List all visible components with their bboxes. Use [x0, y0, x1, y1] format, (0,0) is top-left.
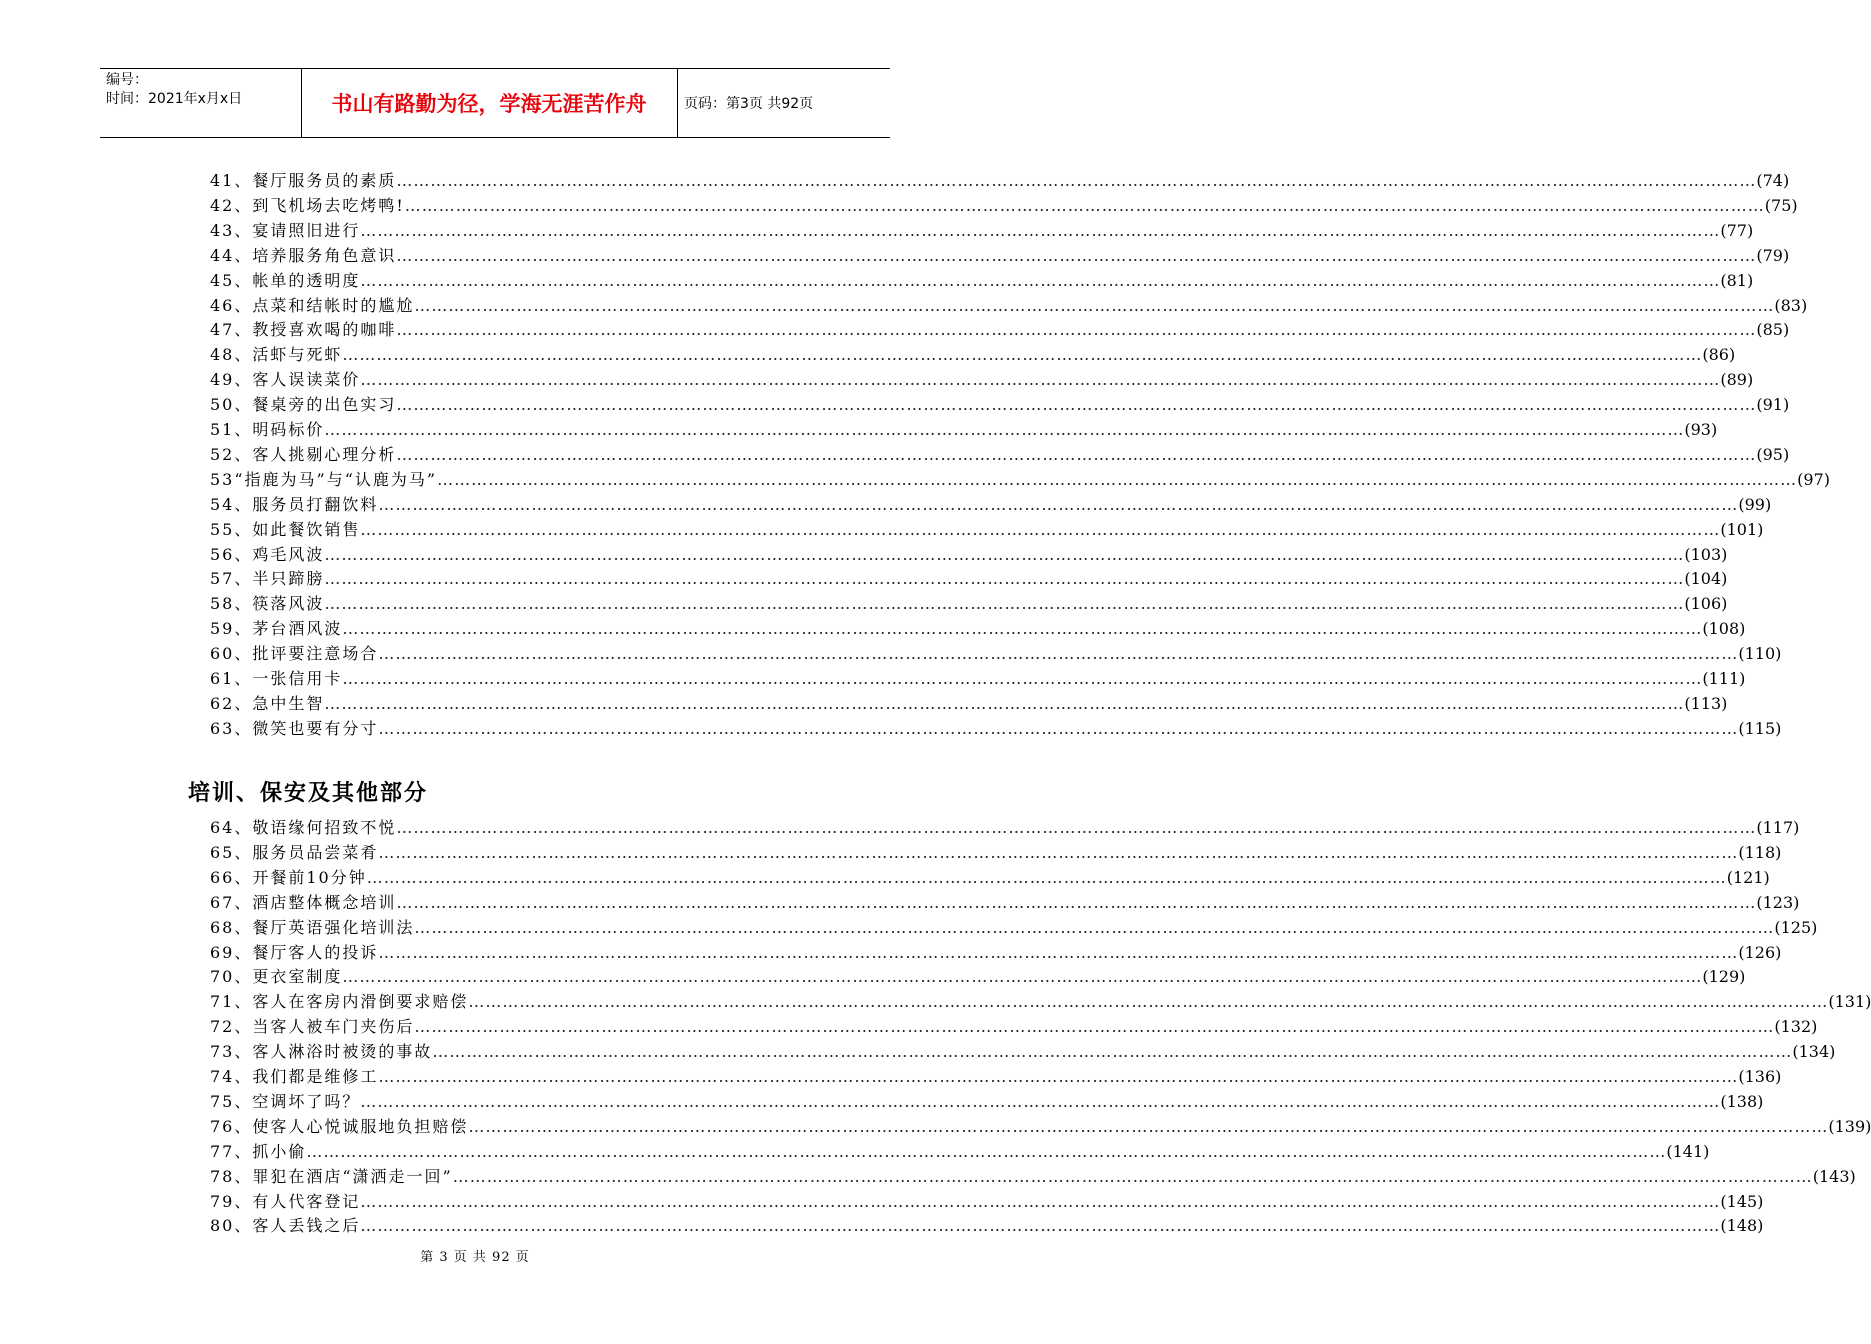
toc-dot-leader: ……………………………………………………………………………………………………………………………………………………………………………………………………………………	[396, 320, 1757, 340]
toc-dot-leader: ……………………………………………………………………………………………………………………………………………………………………………………………………………………	[396, 892, 1757, 912]
toc-entry-page: (141)	[1666, 1141, 1710, 1161]
header-divider-right	[677, 69, 678, 137]
toc-dot-leader: ……………………………………………………………………………………………………………………………………………………………………………………………………………………	[360, 1191, 1721, 1211]
toc-entry	[210, 542, 1728, 567]
toc-entry	[210, 417, 1718, 442]
header-page-info: 页码：第3页 共92页	[684, 96, 814, 112]
toc-dot-leader: ……………………………………………………………………………………………………………………………………………………………………………………………………………………	[396, 395, 1757, 415]
toc-entry	[210, 168, 1790, 193]
toc-entry	[210, 293, 1808, 318]
toc-entry-page: (75)	[1764, 195, 1798, 215]
toc-entry-page: (93)	[1684, 420, 1718, 439]
toc-entry-title: 78、罪犯在酒店“潇洒走一回”	[210, 1166, 453, 1186]
toc-entry	[210, 1014, 1818, 1039]
toc-entry-page: (111)	[1702, 669, 1746, 688]
toc-entry	[210, 566, 1728, 591]
toc-entry-title: 67、酒店整体概念培训	[210, 892, 397, 912]
toc-entry	[210, 940, 1782, 965]
toc-dot-leader: ……………………………………………………………………………………………………………………………………………………………………………………………………………………	[360, 519, 1721, 539]
toc-entry-page: (101)	[1720, 519, 1764, 539]
toc-entry	[210, 691, 1728, 716]
toc-entry-page: (91)	[1756, 395, 1790, 415]
toc-entry-page: (106)	[1684, 594, 1728, 614]
toc-dot-leader: ……………………………………………………………………………………………………………………………………………………………………………………………………………………	[468, 992, 1829, 1012]
toc-entry	[210, 467, 1830, 492]
toc-dot-leader: ……………………………………………………………………………………………………………………………………………………………………………………………………………………	[378, 718, 1739, 738]
toc-entry	[210, 865, 1770, 890]
toc-entry-title: 48、活虾与死虾	[210, 345, 343, 365]
toc-entry	[210, 517, 1764, 542]
toc-entry-title: 60、批评要注意场合	[210, 644, 379, 664]
toc-entry-title: 64、敬语缘何招致不悦	[210, 818, 397, 837]
toc-dot-leader: ……………………………………………………………………………………………………………………………………………………………………………………………………………………	[378, 644, 1739, 664]
toc-entry	[210, 218, 1754, 243]
toc-entry	[210, 1213, 1764, 1238]
toc-entry-page: (118)	[1738, 842, 1782, 862]
toc-dot-leader: ……………………………………………………………………………………………………………………………………………………………………………………………………………………	[396, 245, 1757, 265]
toc-entry-page: (81)	[1720, 270, 1754, 290]
toc-entry-title: 77、抓小偷	[210, 1141, 307, 1161]
toc-entry-title: 56、鸡毛风波	[210, 544, 325, 564]
toc-entry-page: (136)	[1738, 1067, 1782, 1086]
toc-entry-title: 76、使客人心悦诚服地负担赔偿	[210, 1116, 469, 1136]
toc-entry-title: 52、客人挑剔心理分析	[210, 444, 397, 464]
toc-dot-leader: ……………………………………………………………………………………………………………………………………………………………………………………………………………………	[396, 444, 1757, 464]
toc-entry-title: 73、客人淋浴时被烫的事故	[210, 1042, 433, 1062]
toc-dot-leader: ……………………………………………………………………………………………………………………………………………………………………………………………………………………	[342, 345, 1703, 365]
toc-entry-title: 59、茅台酒风波	[210, 619, 343, 639]
toc-entry-page: (132)	[1774, 1017, 1818, 1037]
toc-entry	[210, 1114, 1871, 1139]
toc-entry	[210, 641, 1782, 666]
toc-entry-title: 57、半只蹄膀	[210, 569, 325, 589]
toc-entry	[210, 1189, 1764, 1214]
toc-entry-page: (85)	[1756, 320, 1790, 340]
toc-entry	[210, 890, 1800, 915]
toc-entry-page: (115)	[1738, 718, 1782, 738]
toc-entry-page: (138)	[1720, 1091, 1764, 1111]
toc-entry-title: 58、筷落风波	[210, 594, 325, 614]
toc-entry-title: 55、如此餐饮销售	[210, 519, 361, 539]
toc-dot-leader: ……………………………………………………………………………………………………………………………………………………………………………………………………………………	[452, 1166, 1813, 1186]
toc-entry-page: (117)	[1756, 818, 1800, 837]
toc-entry-page: (86)	[1702, 345, 1736, 365]
toc-entry-page: (148)	[1720, 1216, 1764, 1236]
toc-entry-page: (129)	[1702, 967, 1746, 987]
toc-entry-title: 65、服务员品尝菜肴	[210, 842, 379, 862]
toc-dot-leader: ……………………………………………………………………………………………………………………………………………………………………………………………………………………	[360, 370, 1721, 390]
toc-dot-leader: ……………………………………………………………………………………………………………………………………………………………………………………………………………………	[306, 1141, 1667, 1161]
toc-entry-page: (113)	[1684, 693, 1728, 713]
toc-entry-page: (89)	[1720, 370, 1754, 390]
toc-entry-title: 66、开餐前10分钟	[210, 867, 367, 887]
toc-entry-title: 53“指鹿为马”与“认鹿为马”	[210, 469, 438, 489]
toc-entry-page: (97)	[1797, 469, 1830, 489]
toc-entry	[210, 367, 1754, 392]
toc-entry-title: 63、微笑也要有分寸	[210, 718, 379, 738]
toc-entry-page: (134)	[1792, 1042, 1836, 1062]
toc-entry-page: (79)	[1756, 245, 1790, 265]
header-time-label: 时间：2021年x月x日	[106, 91, 243, 107]
toc-dot-leader: ……………………………………………………………………………………………………………………………………………………………………………………………………………………	[378, 942, 1739, 962]
toc-dot-leader: ……………………………………………………………………………………………………………………………………………………………………………………………………………………	[396, 171, 1757, 190]
toc-dot-leader: ……………………………………………………………………………………………………………………………………………………………………………………………………………………	[378, 494, 1739, 514]
toc-dot-leader: ……………………………………………………………………………………………………………………………………………………………………………………………………………………	[396, 818, 1757, 837]
toc-entry	[210, 1064, 1782, 1089]
section-title: 培训、保安及其他部分	[188, 780, 429, 806]
toc-entry-title: 70、更衣室制度	[210, 967, 343, 987]
toc-dot-leader: ……………………………………………………………………………………………………………………………………………………………………………………………………………………	[432, 1042, 1793, 1062]
toc-dot-leader: ……………………………………………………………………………………………………………………………………………………………………………………………………………………	[324, 544, 1685, 564]
toc-entry-page: (121)	[1726, 867, 1770, 887]
toc-entry	[210, 1164, 1856, 1189]
toc-entry	[210, 989, 1871, 1014]
toc-entry-title: 51、明码标价	[210, 420, 325, 439]
toc-entry-page: (125)	[1774, 917, 1818, 937]
toc-entry-page: (99)	[1738, 494, 1772, 514]
toc-entry-title: 69、餐厅客人的投诉	[210, 942, 379, 962]
toc-entry	[210, 317, 1790, 342]
toc-entry	[210, 815, 1800, 840]
toc-entry	[210, 1039, 1836, 1064]
toc-dot-leader: ……………………………………………………………………………………………………………………………………………………………………………………………………………………	[324, 569, 1685, 589]
page-header	[100, 68, 890, 138]
toc-entry-page: (131)	[1828, 992, 1871, 1012]
toc-dot-leader: ……………………………………………………………………………………………………………………………………………………………………………………………………………………	[366, 867, 1727, 887]
toc-entry-title: 44、培养服务角色意识	[210, 245, 397, 265]
toc-entry	[210, 392, 1790, 417]
toc-entry	[210, 616, 1746, 641]
toc-entry	[210, 492, 1772, 517]
toc-dot-leader: ……………………………………………………………………………………………………………………………………………………………………………………………………………………	[324, 594, 1685, 614]
toc-entry-title: 74、我们都是维修工	[210, 1067, 379, 1086]
toc-entry-title: 75、空调坏了吗？	[210, 1091, 361, 1111]
toc-dot-leader: ……………………………………………………………………………………………………………………………………………………………………………………………………………………	[378, 842, 1739, 862]
toc-entry-title: 68、餐厅英语强化培训法	[210, 917, 415, 937]
toc-entry-title: 42、到飞机场去吃烤鸭!	[210, 195, 405, 215]
toc-dot-leader: ……………………………………………………………………………………………………………………………………………………………………………………………………………………	[360, 220, 1721, 240]
toc-entry	[210, 716, 1782, 741]
toc-entry-page: (139)	[1828, 1116, 1871, 1136]
toc-entry-title: 49、客人误读菜价	[210, 370, 361, 390]
toc-entry-title: 71、客人在客房内滑倒要求赔偿	[210, 992, 469, 1012]
toc-dot-leader: ……………………………………………………………………………………………………………………………………………………………………………………………………………………	[324, 420, 1685, 439]
toc-dot-leader: ……………………………………………………………………………………………………………………………………………………………………………………………………………………	[360, 1216, 1721, 1236]
toc-entry-title: 79、有人代客登记	[210, 1191, 361, 1211]
toc-dot-leader: ……………………………………………………………………………………………………………………………………………………………………………………………………………………	[324, 693, 1685, 713]
toc-entry-page: (145)	[1720, 1191, 1764, 1211]
toc-entry-title: 80、客人丢钱之后	[210, 1216, 361, 1236]
toc-entry-page: (110)	[1738, 644, 1782, 664]
toc-dot-leader: ……………………………………………………………………………………………………………………………………………………………………………………………………………………	[404, 195, 1765, 215]
toc-entry-page: (103)	[1684, 544, 1728, 564]
toc-dot-leader: ……………………………………………………………………………………………………………………………………………………………………………………………………………………	[414, 1017, 1775, 1037]
toc-entry-title: 61、一张信用卡	[210, 669, 343, 688]
toc-entry	[210, 342, 1736, 367]
toc-entry-title: 41、餐厅服务员的素质	[210, 171, 397, 190]
toc-entry-page: (123)	[1756, 892, 1800, 912]
toc-entry-page: (74)	[1756, 171, 1790, 190]
toc-entry	[210, 1089, 1764, 1114]
toc-entry-page: (83)	[1774, 295, 1808, 315]
toc-entry-page: (104)	[1684, 569, 1728, 589]
toc-entry	[210, 268, 1754, 293]
toc-entry	[210, 243, 1790, 268]
toc-dot-leader: ……………………………………………………………………………………………………………………………………………………………………………………………………………………	[360, 270, 1721, 290]
toc-entry	[210, 193, 1798, 218]
toc-entry	[210, 442, 1790, 467]
toc-dot-leader: ……………………………………………………………………………………………………………………………………………………………………………………………………………………	[342, 619, 1703, 639]
toc-entry-page: (108)	[1702, 619, 1746, 639]
toc-entry-page: (126)	[1738, 942, 1782, 962]
toc-entry-page: (95)	[1756, 444, 1790, 464]
header-meta	[106, 71, 301, 109]
toc-entry	[210, 915, 1818, 940]
toc-entry-title: 72、当客人被车门夹伤后	[210, 1017, 415, 1037]
header-motto: 书山有路勤为径，学海无涯苦作舟	[331, 92, 647, 116]
toc-dot-leader: ……………………………………………………………………………………………………………………………………………………………………………………………………………………	[414, 295, 1775, 315]
toc-entry-title: 46、点菜和结帐时的尴尬	[210, 295, 415, 315]
toc-entry-page: (143)	[1812, 1166, 1856, 1186]
toc-entry-title: 43、宴请照旧进行	[210, 220, 361, 240]
toc-entry-title: 62、急中生智	[210, 693, 325, 713]
toc-entry-page: (77)	[1720, 220, 1754, 240]
toc-entry	[210, 840, 1782, 865]
toc-entry-title: 50、餐桌旁的出色实习	[210, 395, 397, 415]
header-number-label: 编号：	[106, 72, 148, 88]
toc-entry-title: 47、教授喜欢喝的咖啡	[210, 320, 397, 340]
toc-entry	[210, 666, 1746, 691]
toc-entry	[210, 591, 1728, 616]
toc-dot-leader: ……………………………………………………………………………………………………………………………………………………………………………………………………………………	[468, 1116, 1829, 1136]
toc-dot-leader: ……………………………………………………………………………………………………………………………………………………………………………………………………………………	[378, 1067, 1739, 1086]
toc-dot-leader: ……………………………………………………………………………………………………………………………………………………………………………………………………………………	[414, 917, 1775, 937]
toc-dot-leader: ……………………………………………………………………………………………………………………………………………………………………………………………………………………	[342, 967, 1703, 987]
toc-dot-leader: ……………………………………………………………………………………………………………………………………………………………………………………………………………………	[437, 469, 1798, 489]
toc-entry-title: 54、服务员打翻饮料	[210, 494, 379, 514]
toc-entry-title: 45、帐单的透明度	[210, 270, 361, 290]
toc-dot-leader: ……………………………………………………………………………………………………………………………………………………………………………………………………………………	[342, 669, 1703, 688]
toc-entry	[210, 1139, 1710, 1164]
toc-entry	[210, 964, 1746, 989]
page-footer: 第 3 页 共 92 页	[420, 1250, 530, 1265]
toc-dot-leader: ……………………………………………………………………………………………………………………………………………………………………………………………………………………	[360, 1091, 1721, 1111]
